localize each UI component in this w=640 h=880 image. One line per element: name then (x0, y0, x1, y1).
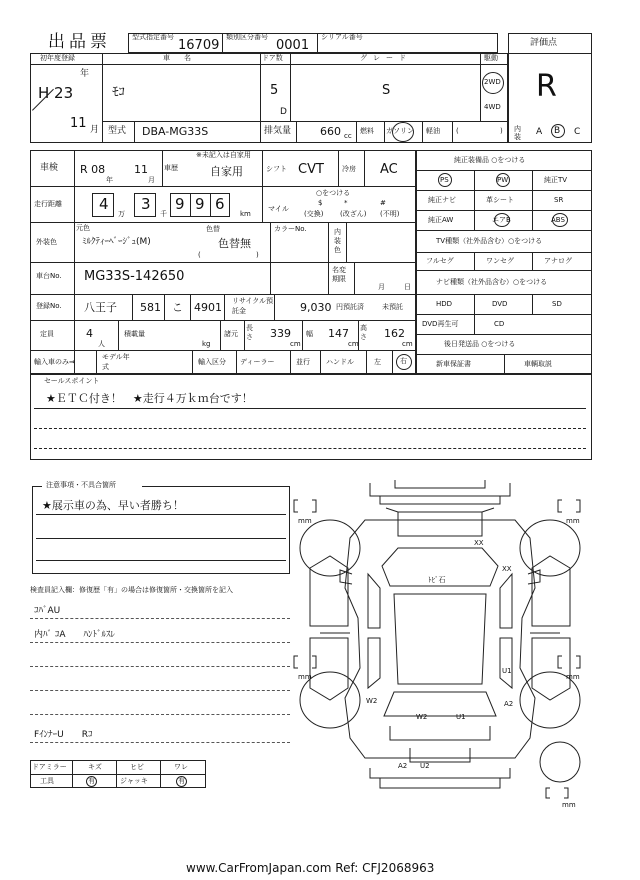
interior-b: B (554, 126, 561, 136)
name-change-month: 月 (378, 283, 385, 291)
equip-airbag: エアB (492, 216, 511, 224)
later-label: 後日発送品 ○をつける (444, 340, 516, 348)
reg-label: 登録No. (36, 302, 62, 310)
footer-reference: www.CarFromJapan.com Ref: CFJ2068963 (186, 861, 435, 875)
shaken-month: 11 (134, 163, 148, 176)
legend-scratch: キズ (88, 763, 102, 771)
mileage-digit: 6 (215, 195, 225, 213)
shaken-month-suffix: 月 (148, 176, 155, 184)
notes-text: ★展示車の為、早い者勝ち！ (42, 499, 184, 512)
displacement-value: 660 (320, 125, 341, 138)
class-value: 0001 (276, 38, 310, 53)
car-name-label: 車名 (163, 54, 205, 62)
equip-leather: 革シート (486, 196, 514, 204)
fuel-label: 燃料 (360, 127, 374, 135)
name-change-day: 日 (404, 283, 411, 291)
parallel-label: 並行 (296, 358, 310, 366)
equip-navi: 純正ナビ (428, 196, 456, 204)
doors-value: 5 (270, 83, 279, 98)
inspector-label: 検査員記入欄：修復歴「有」の場合は修復箇所・交換箇所を記入 (30, 586, 233, 594)
use-note: ※未記入は自家用 (196, 151, 251, 159)
oil-label: 軽油 (426, 127, 440, 135)
legend-jack-value: 有 (178, 777, 185, 785)
meter-opt-hash: # (380, 199, 386, 207)
damage-mark: A2 (504, 700, 514, 708)
paint-label: 色替 (206, 225, 220, 233)
dealer-label: ディーラー (240, 358, 275, 366)
model-label: 型式 (108, 126, 127, 136)
tv-one: ワンセグ (486, 257, 514, 265)
length-unit: cm (290, 340, 301, 348)
diagram-mm: mm (298, 517, 312, 525)
drive-label: 駆動 (484, 54, 498, 62)
equip-sr: SR (554, 196, 564, 204)
paint-value: 色替無 (218, 237, 251, 250)
first-reg-label: 初年度登録 (40, 54, 75, 62)
year-suffix: 年 (80, 69, 90, 79)
navi-hdd: HDD (436, 300, 453, 308)
rating-label: 評価点 (530, 38, 558, 48)
meter-note: ○をつける (316, 189, 351, 197)
legend-tools: 工具 (40, 777, 54, 785)
handle-right: 右 (400, 357, 407, 365)
car-damage-diagram (290, 478, 600, 808)
door-type: D (280, 107, 287, 117)
length-label: 長さ (246, 324, 253, 341)
damage-mark: ﾄﾋﾞ石 (428, 576, 446, 584)
width-value: 147 (328, 327, 349, 340)
serial-label: シリアル番号 (321, 33, 363, 41)
shaken-year-suffix: 年 (106, 176, 113, 184)
sales-text: ★ＥＴＣ付き！ ★走行４万ｋｍ台です！ (46, 392, 253, 405)
use-label: 車歴 (164, 164, 178, 172)
mileage-label: 走行距離 (34, 200, 62, 208)
mileage-unit: 千 (160, 210, 167, 218)
navi-cd: CD (494, 320, 505, 328)
load-unit: kg (202, 340, 211, 348)
mile-label: マイル (268, 205, 289, 213)
color-value: ﾐﾙｸﾃｨｰﾍﾞｰｼﾞｭ(M) (82, 237, 151, 247)
orig-color-label: 元色 (76, 224, 90, 232)
diagram-mm: mm (566, 517, 580, 525)
car-name-value: ﾓｺ (112, 85, 125, 100)
reg-kana: こ (172, 301, 183, 314)
grade-value: S (382, 83, 391, 98)
rating-value: R (536, 69, 557, 104)
legend-jack: ジャッキ (120, 777, 148, 785)
legend-break: ワレ (174, 763, 188, 771)
fuel-value: ガソリン (386, 127, 414, 135)
diagram-mm: mm (562, 801, 576, 809)
drive-4wd: 4WD (484, 103, 501, 111)
meter-opt-tampered: (改ざん) (340, 210, 367, 218)
mileage-digit: 4 (99, 195, 109, 213)
genuine-label: 純正装備品 ○をつける (454, 156, 526, 164)
equip-abs: ABS (551, 216, 565, 224)
height-value: 162 (384, 327, 405, 340)
name-change-label: 名変期限 (332, 266, 346, 283)
displacement-label: 排気量 (264, 126, 292, 136)
color-label: 外装色 (36, 238, 57, 246)
capacity-unit: 人 (98, 340, 105, 348)
damage-mark: U1 (456, 713, 466, 721)
later-manual: 車輌取説 (524, 360, 552, 368)
interior-color-label: 内装色 (334, 228, 341, 254)
handle-left: 左 (374, 358, 381, 366)
reg-class: 581 (140, 301, 161, 314)
navi-dvd-play: DVD再生可 (422, 320, 459, 328)
height-unit: cm (402, 340, 413, 348)
inspector-line: FｲﾝﾅｰU Rｺ (34, 730, 93, 740)
tv-full: フルセグ (426, 257, 454, 265)
reg-place: 八王子 (84, 301, 117, 314)
equip-ps: PS (440, 176, 449, 184)
model-value: DBA-MG33S (142, 125, 209, 138)
capacity-label: 定員 (40, 330, 54, 338)
meter-opt-unknown: (不明) (380, 210, 400, 218)
drive-2wd: 2WD (484, 78, 501, 86)
interior-c: C (574, 127, 581, 137)
mileage-digit: 9 (195, 195, 205, 213)
meter-opt-exchange: (交換) (304, 210, 324, 218)
width-label: 幅 (306, 330, 313, 338)
legend-crack: ヒビ (130, 763, 144, 771)
legend-mirror: ドアミラー (32, 763, 67, 771)
reg-number: 4901 (194, 301, 222, 314)
first-reg-era: H 23 (38, 84, 74, 102)
grade-label: グレード (360, 54, 412, 62)
damage-mark: XX (474, 539, 484, 547)
navi-sd: SD (552, 300, 562, 308)
diagram-mm: mm (566, 673, 580, 681)
height-label: 高さ (360, 324, 367, 341)
inspector-line: 内ﾊﾞ ｺA ﾊﾝﾄﾞﾙｽﾚ (34, 630, 116, 640)
notes-label: 注意事項・不具合箇所 (46, 481, 116, 489)
size-label: 諸元 (224, 330, 238, 338)
damage-mark: U1 (502, 667, 512, 675)
model-year-label: モデル年式 (102, 353, 130, 371)
doors-label: ドア数 (262, 54, 283, 62)
handle-label: ハンドル (326, 358, 354, 366)
import-class-label: 輸入区分 (198, 358, 226, 366)
damage-mark: W2 (416, 713, 428, 721)
legend-tools-value: 有 (88, 777, 95, 785)
equip-aw: 純正AW (428, 216, 454, 224)
shaken-year: R 08 (80, 163, 106, 176)
chassis-value: MG33S-142650 (84, 269, 185, 284)
equip-pw: PW (497, 176, 509, 184)
recycle-unit: 円預託済 (336, 303, 364, 311)
capacity-value: 4 (86, 327, 93, 340)
interior-label: 内装 (514, 125, 521, 141)
recycle-unpaid: 未預託 (382, 303, 403, 311)
recycle-label: リサイクル預託金 (232, 297, 274, 315)
later-warranty: 新車保証書 (436, 360, 471, 368)
ac-label: 冷房 (342, 165, 356, 173)
sales-label: セールスポイント (44, 377, 100, 385)
damage-mark: W2 (366, 697, 378, 705)
use-value: 自家用 (210, 165, 243, 178)
recycle-value: 9,030 (300, 301, 332, 314)
mileage-unit: km (240, 210, 251, 218)
shaken-label: 車検 (40, 163, 59, 173)
mileage-digit: 3 (141, 195, 151, 213)
equip-tv: 純正TV (544, 176, 568, 184)
navi-dvd: DVD (492, 300, 508, 308)
inspector-line: ｺﾊﾞAU (34, 606, 61, 616)
damage-mark: A2 (398, 762, 408, 770)
import-label: 輸入車のみ⇒ (34, 358, 75, 366)
shift-value: CVT (298, 162, 324, 177)
mileage-unit: 万 (118, 210, 125, 218)
page-title: 出品票 (48, 32, 111, 52)
color-no-label: カラーNo. (274, 225, 307, 233)
diagram-mm: mm (298, 673, 312, 681)
shift-label: シフト (266, 165, 287, 173)
tv-analog: アナログ (544, 257, 572, 265)
width-unit: cm (348, 340, 359, 348)
chassis-label: 車台No. (36, 272, 62, 280)
displacement-unit: cc (344, 132, 352, 140)
interior-a: A (536, 127, 543, 137)
navi-label: ナビ種類（社外品含む）○をつける (436, 278, 548, 286)
damage-mark: U2 (420, 762, 430, 770)
month-suffix: 月 (90, 125, 100, 135)
ac-value: AC (380, 162, 398, 177)
type-cert-label: 型式指定番号 (132, 33, 174, 41)
tv-label: TV種類（社外品含む）○をつける (436, 237, 543, 245)
class-label: 類別区分番号 (226, 33, 268, 41)
length-value: 339 (270, 327, 291, 340)
load-label: 積載量 (124, 330, 145, 338)
damage-mark: XX (502, 565, 512, 573)
first-reg-month: 11 (70, 116, 87, 131)
meter-opt-dollar: $ (318, 199, 323, 207)
mileage-digit: 9 (175, 195, 185, 213)
type-cert-value: 16709 (178, 38, 220, 53)
